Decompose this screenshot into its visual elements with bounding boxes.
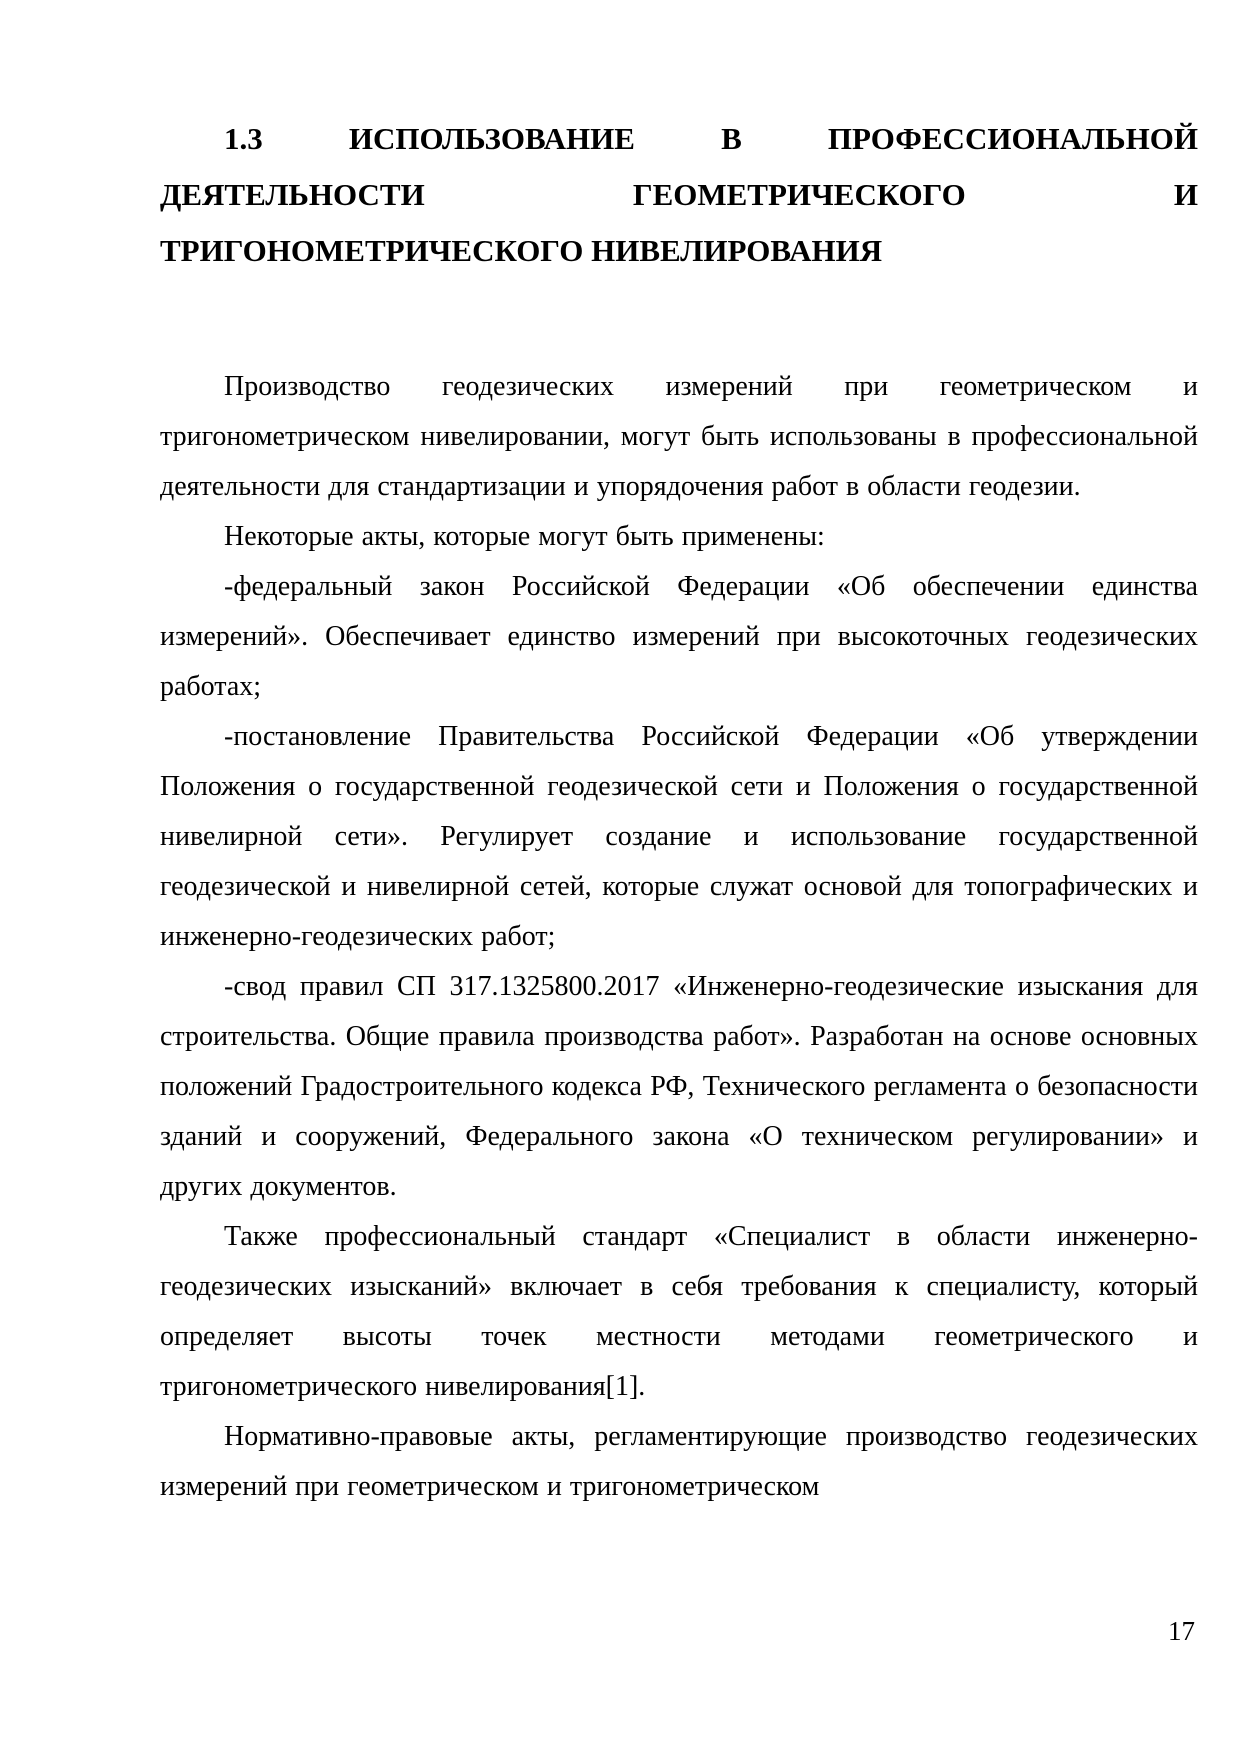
- paragraph: -свод правил СП 317.1325800.2017 «Инженерно-геодезические изыскания для строительства. Общие правила производства работ». Разработан на основе основных положений Градостроительного кодекса РФ, Технического регламента о безопасности зданий и сооружений, Федерального закона «О техническом регулировании» и других документов.: [160, 971, 1198, 1202]
- paragraph: Некоторые акты, которые могут быть применены:: [224, 521, 825, 552]
- heading-line-1: 1.3 ИСПОЛЬЗОВАНИЕ В ПРОФЕССИОНАЛЬНОЙ: [224, 121, 1198, 156]
- heading-line-3: ТРИГОНОМЕТРИЧЕСКОГО НИВЕЛИРОВАНИЯ: [160, 233, 883, 268]
- section-heading: [160, 0, 1198, 279]
- text-column: [160, 0, 1198, 1512]
- page-number: 17: [1168, 1616, 1195, 1646]
- paragraph: Также профессиональный стандарт «Специалист в области инженерно-геодезических изысканий» включает в себя требования к специалисту, который определяет высоты точек местности методами геометрического и тригонометрического нивелирования[1].: [160, 1221, 1198, 1402]
- body-paragraphs: [160, 362, 1198, 1512]
- paragraph: -федеральный закон Российской Федерации «Об обеспечении единства измерений». Обеспечивает единство измерений при высокоточных геодезических работах;: [160, 571, 1198, 702]
- paragraph: Нормативно-правовые акты, регламентирующие производство геодезических измерений при геометрическом и тригонометрическом: [160, 1421, 1198, 1502]
- paragraph: Производство геодезических измерений при геометрическом и тригонометрическом нивелировании, могут быть использованы в профессиональной деятельности для стандартизации и упорядочения работ в области геодезии.: [160, 371, 1198, 502]
- paragraph: -постановление Правительства Российской Федерации «Об утверждении Положения о государственной геодезической сети и Положения о государственной нивелирной сети». Регулирует создание и использование государственной геодезической и нивелирной сетей, которые служат основой для топографических и инженерно-геодезических работ;: [160, 721, 1198, 952]
- heading-line-2: ДЕЯТЕЛЬНОСТИ ГЕОМЕТРИЧЕСКОГО И: [160, 177, 1198, 212]
